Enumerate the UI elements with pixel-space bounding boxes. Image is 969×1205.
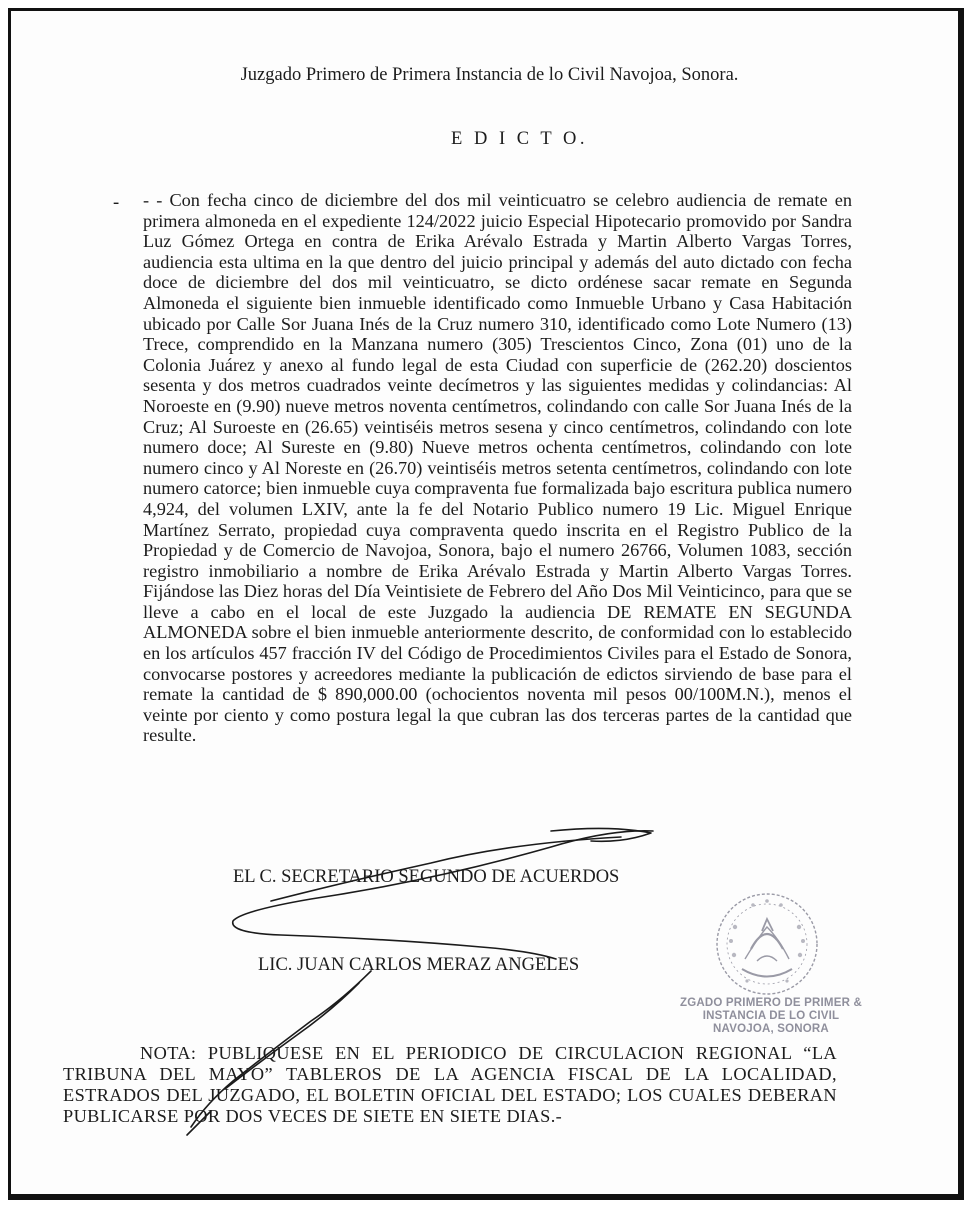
- stamp-text: [671, 997, 871, 1036]
- stamp-line: ZGADO PRIMERO DE PRIMER &: [680, 997, 862, 1009]
- secretary-title: EL C. SECRETARIO SEGUNDO DE ACUERDOS: [233, 867, 620, 887]
- publication-note: [63, 1043, 837, 1127]
- document-page: [8, 8, 964, 1200]
- edict-body: - - Con fecha cinco de diciembre del dos mil veinticuatro se celebro audiencia de remate en primera almoneda en el expediente 124/2022 juicio Especial Hipotecario promovido por Sandra Luz Gómez Ortega en contra de Erika Arévalo Estrada y Martin Alberto Vargas Torres, audiencia esta ultima en la que dentro del juicio principal y además del auto dictado con fecha doce de diciembre del dos mil veinticuatro, se dicto ordénese sacar remate en Segunda Almoneda el siguiente bien inmueble identificado como Inmueble Urbano y Casa Habitación ubicado por Calle Sor Juana Inés de la Cruz numero 310, identificado como Lote Numero (13) Trece, comprendido en la Manzana numero (305) Trescientos Cinco, Zona (01) uno de la Colonia Juárez y anexo al fundo legal de esta Ciudad con superficie de (262.20) doscientos sesenta y dos metros cuadrados veinte decímetros y las siguientes medidas y colindancias: Al Noroeste en (9.90) nueve metros noventa centímetros, colindando con calle Sor Juana Inés de la Cruz; Al Suroeste en (26.65) veintiséis metros sesena y cinco centímetros, colindando con lote numero doce; Al Sureste en (9.80) Nueve metros ochenta centímetros, colindando con lote numero cinco y Al Noreste en (26.70) veintiséis metros setenta centímetros, colindando con lote numero catorce; bien inmueble cuya compraventa fue formalizada bajo escritura publica numero 4,924, del volumen LXIV, ante la fe del Notario Publico numero 19 Lic. Miguel Enrique Martínez Serrato, propiedad cuya compraventa quedo inscrita en el Registro Publico de la Propiedad y de Comercio de Navojoa, Sonora, bajo el numero 26766, Volumen 1083, sección registro inmobiliario a nombre de Erika Arévalo Estrada y Martin Alberto Vargas Torres. Fijándose las Diez horas del Día Veintisiete de Febrero del Año Dos Mil Veinticinco, para que se lleve a cabo en el local de este Juzgado la audiencia DE REMATE EN SEGUNDA ALMONEDA sobre el bien inmueble anteriormente descrito, de conformidad con lo establecido en los artículos 457 fracción IV del Código de Procedimientos Civiles para el Estado de Sonora, convocarse postores y acreedores mediante la publicación de edictos sirviendo de base para el remate la cantidad de $ 890,000.00 (ochocientos noventa mil pesos 00/100M.N.), menos el veinte por ciento y como postura legal la que cubran las dos terceras partes de la cantidad que resulte.: [143, 190, 852, 746]
- court-stamp: [671, 889, 871, 1049]
- stamp-line: INSTANCIA DE LO CIVIL: [702, 1010, 840, 1022]
- edict-title: E D I C T O.: [451, 129, 588, 149]
- note-text: NOTA: PUBLIQUESE EN EL PERIODICO DE CIRCULACION REGIONAL “LA TRIBUNA DEL MAYO” TABLEROS DE LA AGENCIA FISCAL DE LA LOCALIDAD, ESTRADOS DEL JUZGADO, EL BOLETIN OFICIAL DEL ESTADO; LOS CUALES DEBERAN PUBLICARSE POR DOS VECES DE SIETE EN SIETE DIAS.-: [63, 1043, 837, 1126]
- stamp-line: NAVOJOA, SONORA: [713, 1023, 829, 1035]
- margin-mark: -: [113, 193, 120, 213]
- seal-emblem-icon: [707, 889, 827, 999]
- secretary-name: LIC. JUAN CARLOS MERAZ ANGELES: [258, 955, 580, 975]
- court-header: Juzgado Primero de Primera Instancia de lo Civil Navojoa, Sonora.: [240, 65, 739, 85]
